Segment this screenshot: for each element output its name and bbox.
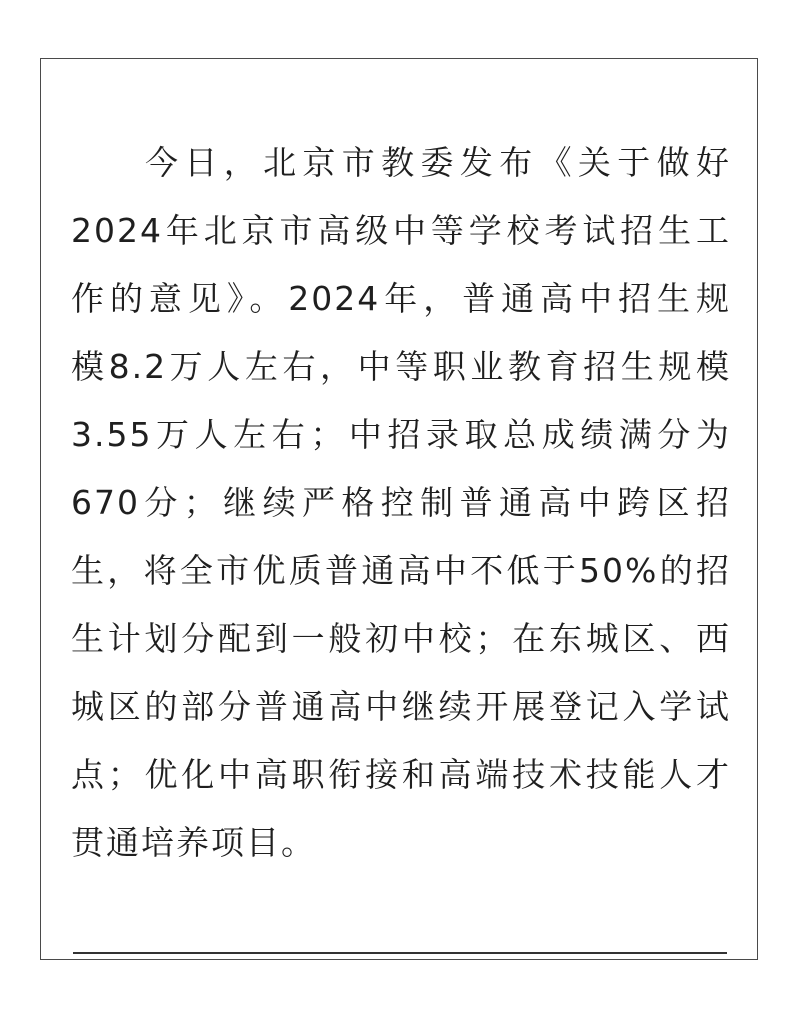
- text-line: 城区的部分普通高中继续开展登记入学试: [71, 687, 731, 726]
- text-line: 作的意见》。2024年，普通高中招生规: [71, 279, 731, 318]
- document-frame: [40, 58, 758, 960]
- text-line: 生，将全市优质普通高中不低于50%的招: [71, 551, 731, 590]
- text-line: 模8.2万人左右，中等职业教育招生规模: [71, 347, 731, 386]
- text-line: 点；优化中高职衔接和高端技术技能人才: [71, 755, 731, 794]
- text-line: 670分；继续严格控制普通高中跨区招: [71, 483, 731, 522]
- bottom-divider: [73, 952, 727, 954]
- text-line: 贯通培养项目。: [71, 823, 316, 862]
- text-line: 3.55万人左右；中招录取总成绩满分为: [71, 415, 731, 454]
- text-line: 今日，北京市教委发布《关于做好: [145, 143, 731, 182]
- text-line: 2024年北京市高级中等学校考试招生工: [71, 211, 731, 250]
- text-line: 生计划分配到一般初中校；在东城区、西: [71, 619, 731, 658]
- article-body: [71, 129, 731, 877]
